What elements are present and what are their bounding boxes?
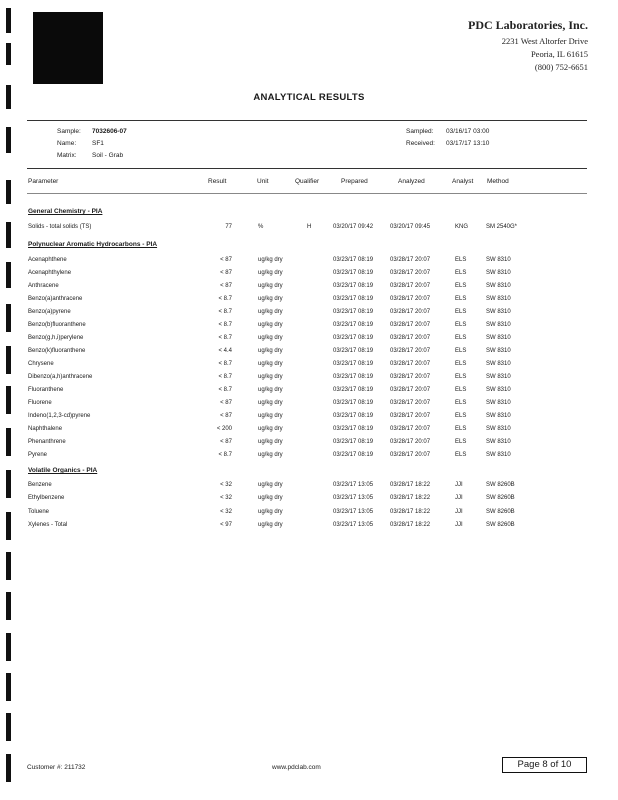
cell-prep: 03/23/17 08:19 bbox=[333, 348, 374, 354]
cell-analyst: ELS bbox=[455, 270, 467, 276]
cell-analyst: ELS bbox=[455, 374, 467, 380]
col-header-unit: Unit bbox=[257, 178, 269, 185]
scan-margin-bar bbox=[6, 552, 11, 580]
table-row bbox=[28, 439, 588, 451]
cell-method: SW 8310 bbox=[486, 335, 511, 341]
col-header-analyzed: Analyzed bbox=[398, 178, 425, 185]
table-row bbox=[28, 374, 588, 386]
cell-param: Benzo(a)pyrene bbox=[28, 309, 71, 315]
cell-anal: 03/28/17 20:07 bbox=[390, 452, 431, 458]
cell-method: SW 8310 bbox=[486, 296, 511, 302]
cell-param: Fluoranthene bbox=[28, 387, 64, 393]
cell-analyst: JJI bbox=[455, 495, 463, 502]
cell-analyst: ELS bbox=[455, 413, 467, 419]
cell-unit: ug/kg dry bbox=[258, 335, 283, 341]
cell-result: < 8.7 bbox=[218, 387, 232, 393]
lab-city: Peoria, IL 61615 bbox=[530, 49, 588, 59]
scan-margin-bar bbox=[6, 262, 11, 288]
cell-method: SW 8310 bbox=[486, 309, 511, 315]
cell-anal: 03/28/17 18:22 bbox=[390, 495, 431, 502]
page-title: ANALYTICAL RESULTS bbox=[253, 92, 365, 103]
cell-prep: 03/23/17 08:19 bbox=[333, 309, 374, 315]
cell-unit: ug/kg dry bbox=[258, 452, 283, 458]
scan-margin-bar bbox=[6, 428, 11, 456]
cell-param: Solids - total solids (TS) bbox=[28, 224, 92, 230]
lab-address: 2231 West Altorfer Drive bbox=[501, 36, 588, 46]
cell-anal: 03/28/17 20:07 bbox=[390, 270, 431, 276]
cell-result: < 8.7 bbox=[218, 361, 232, 367]
cell-unit: ug/kg dry bbox=[258, 257, 283, 263]
cell-result: < 32 bbox=[220, 495, 232, 502]
cell-analyst: ELS bbox=[455, 322, 467, 328]
cell-unit: ug/kg dry bbox=[258, 283, 283, 289]
section-title: General Chemistry - PIA bbox=[28, 208, 103, 215]
cell-param: Pyrene bbox=[28, 452, 48, 458]
cell-result: 77 bbox=[225, 224, 232, 230]
column-header-divider bbox=[27, 193, 587, 194]
cell-prep: 03/23/17 08:19 bbox=[333, 296, 374, 302]
cell-anal: 03/28/17 20:07 bbox=[390, 283, 431, 289]
cell-prep: 03/23/17 13:05 bbox=[333, 508, 374, 515]
scan-margin-bar bbox=[6, 127, 11, 153]
lab-phone: (800) 752-6651 bbox=[534, 62, 588, 72]
cell-result: < 8.7 bbox=[218, 452, 232, 458]
cell-analyst: ELS bbox=[455, 257, 467, 263]
col-header-analyst: Analyst bbox=[452, 178, 474, 185]
cell-unit: ug/kg dry bbox=[258, 348, 283, 354]
cell-prep: 03/23/17 08:19 bbox=[333, 283, 374, 289]
sampled-value: 03/16/17 03:00 bbox=[446, 128, 490, 135]
scan-margin-bar bbox=[6, 512, 11, 540]
cell-method: SW 8310 bbox=[486, 439, 511, 445]
cell-method: SW 8310 bbox=[486, 387, 511, 393]
cell-anal: 03/28/17 20:07 bbox=[390, 374, 431, 380]
scan-margin-bar bbox=[6, 633, 11, 661]
cell-param: Benzo(a)anthracene bbox=[28, 296, 83, 302]
cell-result: < 87 bbox=[220, 400, 232, 406]
cell-analyst: ELS bbox=[455, 452, 467, 458]
cell-unit: ug/kg dry bbox=[258, 439, 283, 445]
table-top-divider bbox=[27, 168, 587, 169]
cell-result: < 87 bbox=[220, 439, 232, 445]
cell-method: SW 8260B bbox=[486, 482, 515, 488]
cell-analyst: ELS bbox=[455, 387, 467, 393]
scan-margin-bar bbox=[6, 304, 11, 332]
cell-unit: ug/kg dry bbox=[258, 508, 283, 515]
cell-analyst: ELS bbox=[455, 283, 467, 289]
page-number: Page 8 of 10 bbox=[502, 757, 587, 773]
col-header-qualifier: Qualifier bbox=[295, 178, 320, 185]
cell-anal: 03/28/17 20:07 bbox=[390, 322, 431, 328]
cell-anal: 03/28/17 20:07 bbox=[390, 257, 431, 263]
cell-analyst: JJI bbox=[455, 521, 463, 528]
cell-result: < 4.4 bbox=[218, 348, 232, 354]
cell-method: SW 8310 bbox=[486, 270, 511, 276]
cell-method: SW 8310 bbox=[486, 374, 511, 380]
table-row bbox=[28, 361, 588, 373]
cell-result: < 8.7 bbox=[218, 296, 232, 302]
scan-margin-bar bbox=[6, 754, 11, 782]
col-header-prepared: Prepared bbox=[341, 178, 368, 185]
table-row bbox=[28, 522, 588, 534]
cell-anal: 03/20/17 09:45 bbox=[390, 224, 431, 230]
received-value: 03/17/17 13:10 bbox=[446, 140, 490, 147]
cell-method: SW 8310 bbox=[486, 400, 511, 406]
cell-anal: 03/28/17 18:22 bbox=[390, 482, 431, 488]
cell-param: Benzo(b)fluoranthene bbox=[28, 322, 86, 328]
cell-unit: ug/kg dry bbox=[258, 374, 283, 380]
cell-method: SW 8310 bbox=[486, 426, 511, 432]
scan-margin-bar bbox=[6, 673, 11, 701]
scan-margin-bar bbox=[6, 470, 11, 498]
cell-analyst: KNG bbox=[455, 224, 469, 230]
cell-unit: ug/kg dry bbox=[258, 482, 283, 488]
cell-param: Dibenzo(a,h)anthracene bbox=[28, 374, 93, 380]
cell-prep: 03/23/17 08:19 bbox=[333, 374, 374, 380]
lab-name: PDC Laboratories, Inc. bbox=[468, 18, 588, 32]
col-header-parameter: Parameter bbox=[28, 178, 59, 185]
name-value: SF1 bbox=[92, 140, 104, 147]
table-row bbox=[28, 509, 588, 521]
cell-prep: 03/23/17 08:19 bbox=[333, 335, 374, 341]
table-row bbox=[28, 495, 588, 507]
table-row bbox=[28, 335, 588, 347]
cell-prep: 03/23/17 08:19 bbox=[333, 361, 374, 367]
cell-analyst: ELS bbox=[455, 361, 467, 367]
cell-unit: ug/kg dry bbox=[258, 296, 283, 302]
cell-method: SW 8310 bbox=[486, 348, 511, 354]
cell-method: SW 8310 bbox=[486, 452, 511, 458]
table-row bbox=[28, 426, 588, 438]
cell-param: Benzene bbox=[28, 482, 52, 488]
cell-unit: ug/kg dry bbox=[258, 521, 283, 528]
cell-anal: 03/28/17 18:22 bbox=[390, 521, 431, 528]
cell-method: SM 2540G* bbox=[486, 224, 518, 230]
cell-param: Benzo(k)fluoranthene bbox=[28, 348, 86, 354]
scan-margin-bar bbox=[6, 180, 11, 204]
cell-analyst: JJI bbox=[455, 482, 463, 488]
cell-prep: 03/20/17 09:42 bbox=[333, 224, 374, 230]
cell-prep: 03/23/17 13:05 bbox=[333, 495, 374, 502]
scan-margin-bar bbox=[6, 222, 11, 248]
table-row bbox=[28, 270, 588, 282]
cell-result: < 200 bbox=[216, 426, 232, 432]
cell-param: Fluorene bbox=[28, 400, 52, 406]
cell-prep: 03/23/17 08:19 bbox=[333, 452, 374, 458]
cell-anal: 03/28/17 20:07 bbox=[390, 335, 431, 341]
cell-param: Phenanthrene bbox=[28, 439, 66, 445]
cell-unit: ug/kg dry bbox=[258, 413, 283, 419]
cell-result: < 32 bbox=[220, 508, 232, 515]
cell-unit: ug/kg dry bbox=[258, 387, 283, 393]
table-row bbox=[28, 413, 588, 425]
cell-anal: 03/28/17 20:07 bbox=[390, 439, 431, 445]
cell-anal: 03/28/17 20:07 bbox=[390, 296, 431, 302]
cell-unit: ug/kg dry bbox=[258, 322, 283, 328]
table-row bbox=[28, 309, 588, 321]
cell-result: < 8.7 bbox=[218, 335, 232, 341]
cell-param: Benzo(g,h,i)perylene bbox=[28, 335, 84, 341]
cell-param: Acenaphthene bbox=[28, 257, 67, 263]
cell-method: SW 8310 bbox=[486, 361, 511, 367]
cell-analyst: ELS bbox=[455, 426, 467, 432]
cell-result: < 8.7 bbox=[218, 309, 232, 315]
cell-unit: ug/kg dry bbox=[258, 270, 283, 276]
website: www.pdclab.com bbox=[272, 764, 321, 771]
cell-analyst: ELS bbox=[455, 309, 467, 315]
scan-margin-bar bbox=[6, 8, 11, 33]
cell-method: SW 8310 bbox=[486, 283, 511, 289]
cell-qual: H bbox=[307, 224, 312, 230]
scan-margin-bar bbox=[6, 386, 11, 414]
scan-margin-bar bbox=[6, 43, 11, 65]
cell-prep: 03/23/17 08:19 bbox=[333, 413, 374, 419]
matrix-label: Matrix: bbox=[57, 152, 77, 159]
cell-unit: ug/kg dry bbox=[258, 495, 283, 502]
cell-param: Anthracene bbox=[28, 283, 59, 289]
cell-analyst: JJI bbox=[455, 508, 463, 515]
cell-result: < 87 bbox=[220, 257, 232, 263]
cell-prep: 03/23/17 08:19 bbox=[333, 322, 374, 328]
cell-analyst: ELS bbox=[455, 348, 467, 354]
cell-prep: 03/23/17 08:19 bbox=[333, 400, 374, 406]
cell-result: < 87 bbox=[220, 283, 232, 289]
cell-prep: 03/23/17 13:05 bbox=[333, 521, 374, 528]
cell-method: SW 8260B bbox=[486, 495, 515, 502]
cell-param: Toluene bbox=[28, 508, 50, 515]
cell-result: < 87 bbox=[220, 413, 232, 419]
matrix-value: Soil - Grab bbox=[92, 152, 124, 159]
cell-analyst: ELS bbox=[455, 439, 467, 445]
col-header-method: Method bbox=[487, 178, 509, 185]
table-row bbox=[28, 322, 588, 334]
cell-result: < 87 bbox=[220, 270, 232, 276]
cell-param: Xylenes - Total bbox=[28, 521, 68, 528]
scan-margin-bar bbox=[6, 713, 11, 741]
cell-param: Ethylbenzene bbox=[28, 495, 65, 502]
cell-anal: 03/28/17 20:07 bbox=[390, 413, 431, 419]
table-row bbox=[28, 348, 588, 360]
cell-method: SW 8310 bbox=[486, 322, 511, 328]
cell-result: < 32 bbox=[220, 482, 232, 488]
table-row bbox=[28, 452, 588, 464]
cell-unit: ug/kg dry bbox=[258, 400, 283, 406]
sampled-label: Sampled: bbox=[406, 128, 434, 135]
table-row bbox=[28, 387, 588, 399]
cell-prep: 03/23/17 08:19 bbox=[333, 387, 374, 393]
name-label: Name: bbox=[57, 140, 77, 147]
col-header-result: Result bbox=[208, 178, 227, 185]
cell-analyst: ELS bbox=[455, 400, 467, 406]
cell-unit: % bbox=[258, 224, 264, 230]
table-row bbox=[28, 400, 588, 412]
header-divider bbox=[27, 120, 587, 121]
scan-margin-bar bbox=[6, 592, 11, 620]
section-title: Polynuclear Aromatic Hydrocarbons - PIA bbox=[28, 241, 158, 248]
cell-anal: 03/28/17 20:07 bbox=[390, 387, 431, 393]
cell-result: < 97 bbox=[220, 521, 232, 528]
cell-method: SW 8260B bbox=[486, 508, 515, 515]
received-label: Received: bbox=[406, 140, 435, 147]
cell-param: Indeno(1,2,3-cd)pyrene bbox=[28, 413, 91, 419]
cell-anal: 03/28/17 20:07 bbox=[390, 348, 431, 354]
cell-prep: 03/23/17 08:19 bbox=[333, 426, 374, 432]
cell-analyst: ELS bbox=[455, 335, 467, 341]
cell-unit: ug/kg dry bbox=[258, 426, 283, 432]
cell-param: Naphthalene bbox=[28, 426, 63, 432]
cell-method: SW 8310 bbox=[486, 413, 511, 419]
cell-result: < 8.7 bbox=[218, 322, 232, 328]
cell-anal: 03/28/17 20:07 bbox=[390, 400, 431, 406]
sample-label: Sample: bbox=[57, 128, 81, 135]
cell-anal: 03/28/17 20:07 bbox=[390, 426, 431, 432]
cell-method: SW 8310 bbox=[486, 257, 511, 263]
scan-margin-bar bbox=[6, 346, 11, 374]
cell-anal: 03/28/17 18:22 bbox=[390, 508, 431, 515]
table-row bbox=[28, 224, 588, 236]
cell-unit: ug/kg dry bbox=[258, 361, 283, 367]
cell-result: < 8.7 bbox=[218, 374, 232, 380]
cell-prep: 03/23/17 08:19 bbox=[333, 270, 374, 276]
cell-prep: 03/23/17 08:19 bbox=[333, 439, 374, 445]
table-row bbox=[28, 283, 588, 295]
cell-prep: 03/23/17 08:19 bbox=[333, 257, 374, 263]
cell-analyst: ELS bbox=[455, 296, 467, 302]
table-row bbox=[28, 482, 588, 494]
table-row bbox=[28, 296, 588, 308]
cell-param: Chrysene bbox=[28, 361, 54, 367]
cell-unit: ug/kg dry bbox=[258, 309, 283, 315]
cell-param: Acenaphthylene bbox=[28, 270, 72, 276]
sample-value: 7032606-07 bbox=[92, 128, 127, 135]
section-title: Volatile Organics - PIA bbox=[28, 467, 98, 474]
cell-anal: 03/28/17 20:07 bbox=[390, 361, 431, 367]
cell-method: SW 8260B bbox=[486, 521, 515, 528]
table-row bbox=[28, 257, 588, 269]
redacted-logo bbox=[33, 12, 103, 84]
cell-prep: 03/23/17 13:05 bbox=[333, 482, 374, 488]
customer-number: Customer #: 211732 bbox=[27, 764, 86, 771]
cell-anal: 03/28/17 20:07 bbox=[390, 309, 431, 315]
